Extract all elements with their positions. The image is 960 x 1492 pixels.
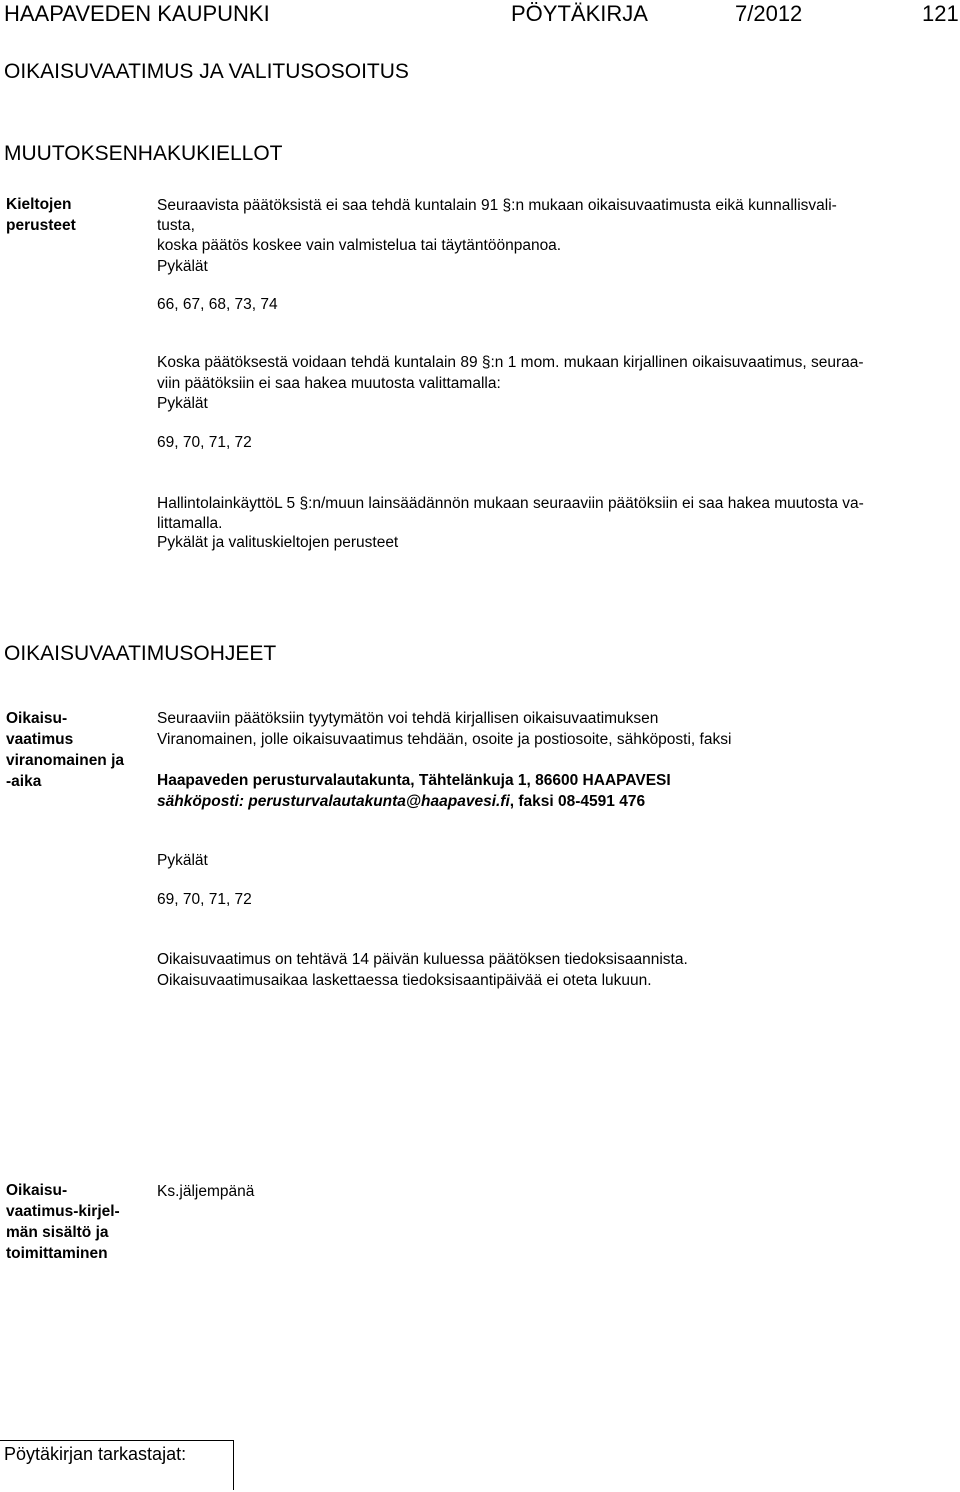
side-label-line: män sisältö ja — [6, 1224, 109, 1241]
footer-divider — [0, 1440, 234, 1441]
document-type: PÖYTÄKIRJA — [511, 1, 648, 26]
authority-address: Haapaveden perusturvalautakunta, Tähtelänkuja 1, 86600 HAAPAVESI — [157, 772, 671, 789]
paragraph-line: koska päätös koskee vain valmistelua tai täytäntöönpanoa. — [157, 237, 562, 254]
section-heading-appeal-bans: MUUTOKSENHAKUKIELLOT — [4, 142, 283, 165]
paragraph-line: Seuraaviin päätöksiin tyytymätön voi tehdä kirjallisen oikaisuvaatimuksen — [157, 710, 659, 727]
paragraph-line: Koska päätöksestä voidaan tehdä kuntalain 89 §:n 1 mom. mukaan kirjallinen oikaisuvaatimus, seuraa- — [157, 354, 864, 371]
paragraph-line: Viranomainen, jolle oikaisuvaatimus tehdään, osoite ja postiosoite, sähköposti, faksi — [157, 731, 732, 748]
side-label-line: Oikaisu- — [6, 710, 68, 727]
section-numbers: 66, 67, 68, 73, 74 — [157, 296, 278, 313]
section-heading-instructions: OIKAISUVAATIMUSOHJEET — [4, 642, 277, 665]
section-numbers: 69, 70, 71, 72 — [157, 891, 252, 908]
document-number: 7/2012 — [735, 1, 803, 26]
side-label-line: toimittaminen — [6, 1245, 108, 1262]
org-name: HAAPAVEDEN KAUPUNKI — [4, 1, 270, 26]
side-label-line: Oikaisu- — [6, 1182, 68, 1199]
side-label-line: Kieltojen — [6, 196, 72, 213]
inspectors-label: Pöytäkirjan tarkastajat: — [4, 1444, 187, 1464]
paragraph-line: Pykälät — [157, 258, 208, 275]
paragraph-line: Pykälät — [157, 395, 208, 412]
side-label-line: vaatimus-kirjel- — [6, 1203, 120, 1220]
side-label-line: viranomainen ja — [6, 752, 125, 769]
footer-divider — [233, 1440, 234, 1490]
paragraph-line: Oikaisuvaatimus on tehtävä 14 päivän kuluessa päätöksen tiedoksisaannista. — [157, 951, 688, 968]
side-label-line: perusteet — [6, 217, 76, 234]
paragraph-line: Pykälät — [157, 852, 208, 869]
authority-fax: , faksi 08-4591 476 — [509, 793, 646, 810]
side-label-authority — [6, 708, 124, 792]
authority-email: sähköposti: perusturvalautakunta@haapavesi.fi — [157, 793, 510, 810]
section-numbers: 69, 70, 71, 72 — [157, 434, 252, 451]
side-label-grounds — [6, 194, 76, 236]
side-label-contents — [6, 1180, 120, 1264]
paragraph-line: Pykälät ja valituskieltojen perusteet — [157, 534, 399, 551]
paragraph-line: littamalla. — [157, 515, 223, 532]
paragraph-line: viin päätöksiin ei saa hakea muutosta valittamalla: — [157, 375, 501, 392]
paragraph-line: HallintolainkäyttöL 5 §:n/muun lainsäädännön mukaan seuraaviin päätöksiin ei saa hakea muutosta va- — [157, 495, 864, 512]
paragraph-line: Seuraavista päätöksistä ei saa tehdä kuntalain 91 §:n mukaan oikaisuvaatimusta eikä kunnallisvali- — [157, 197, 837, 214]
authority-contact — [157, 791, 645, 812]
see-below-text: Ks.jäljempänä — [157, 1183, 255, 1200]
paragraph-line: tusta, — [157, 217, 195, 234]
page-title: OIKAISUVAATIMUS JA VALITUSOSOITUS — [4, 60, 409, 83]
paragraph-line: Oikaisuvaatimusaikaa laskettaessa tiedoksisaantipäivää ei oteta lukuun. — [157, 972, 652, 989]
side-label-line: vaatimus — [6, 731, 74, 748]
page-number: 121 — [922, 1, 959, 26]
side-label-line: -aika — [6, 773, 42, 790]
